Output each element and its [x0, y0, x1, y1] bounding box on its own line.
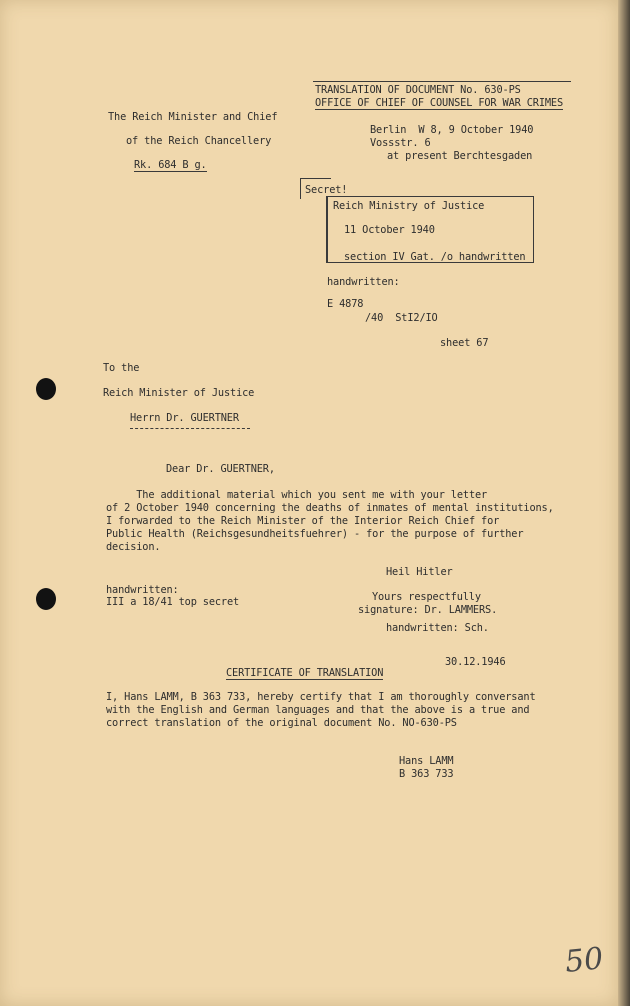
- body-line-5: decision.: [106, 541, 161, 553]
- stamp-section: section IV Gat. /o handwritten: [344, 251, 526, 263]
- present-location: at present Berchtesgaden: [387, 150, 533, 162]
- body-line-2: of 2 October 1940 concerning the deaths of inmates of mental institutions,: [106, 502, 554, 514]
- certificate-line-1: I, Hans LAMM, B 363 733, hereby certify that I am thoroughly conversant: [106, 691, 536, 703]
- punch-hole-bottom: [36, 588, 56, 610]
- file-number-suffix: /40 StI2/IO: [365, 312, 438, 324]
- certificate-line-2: with the English and German languages and that the above is a true and: [106, 704, 530, 716]
- sender-reference: Rk. 684 B g.: [134, 159, 207, 171]
- signature: signature: Dr. LAMMERS.: [358, 604, 498, 616]
- recipient-line1: To the: [103, 362, 140, 374]
- margin-note-ref: III a 18/41 top secret: [106, 596, 240, 608]
- translation-header: TRANSLATION OF DOCUMENT No. 630-PS: [315, 84, 521, 96]
- handwritten-sch: handwritten: Sch.: [386, 622, 489, 634]
- translator-name: Hans LAMM: [399, 755, 454, 767]
- stamp-date: 11 October 1940: [344, 224, 435, 236]
- file-number: E 4878: [327, 298, 364, 310]
- sender-title-line2: of the Reich Chancellery: [126, 135, 272, 147]
- place-date: Berlin W 8, 9 October 1940: [370, 124, 534, 136]
- page-number: 50: [563, 941, 605, 980]
- punch-hole-top: [36, 378, 56, 400]
- secret-label: Secret!: [305, 184, 348, 196]
- body-line-1: The additional material which you sent me with your letter: [106, 489, 488, 501]
- recipient-name: Herrn Dr. GUERTNER: [130, 412, 239, 424]
- body-line-3: I forwarded to the Reich Minister of the Interior Reich Chief for: [106, 515, 500, 527]
- sheet-number: sheet 67: [440, 337, 489, 349]
- recipient-line2: Reich Minister of Justice: [103, 387, 255, 399]
- respectfully: Yours respectfully: [372, 591, 481, 603]
- margin-note-label: handwritten:: [106, 584, 179, 596]
- body-line-4: Public Health (Reichsgesundheitsfuehrer) - for the purpose of further: [106, 528, 524, 540]
- certificate-date: 30.12.1946: [445, 656, 506, 668]
- header-rule: [313, 81, 571, 82]
- salutation: Dear Dr. GUERTNER,: [166, 463, 275, 475]
- handwritten-label: handwritten:: [327, 276, 400, 288]
- translator-id: B 363 733: [399, 768, 454, 780]
- certificate-line-3: correct translation of the original document No. NO-630-PS: [106, 717, 457, 729]
- sender-title: The Reich Minister and Chief: [108, 111, 278, 123]
- office-header: OFFICE OF CHIEF OF COUNSEL FOR WAR CRIMES: [315, 97, 564, 109]
- certificate-title: CERTIFICATE OF TRANSLATION: [226, 667, 384, 679]
- recipient-underline: [130, 428, 250, 429]
- address: Vossstr. 6: [370, 137, 431, 149]
- scan-edge: [618, 0, 630, 1006]
- closing: Heil Hitler: [386, 566, 453, 578]
- stamp-ministry: Reich Ministry of Justice: [333, 200, 485, 212]
